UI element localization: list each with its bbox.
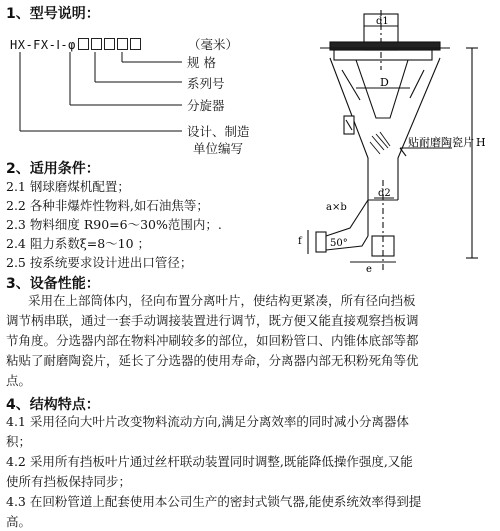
structure-line: 4.2 采用所有挡板叶片通过丝杆联动装置同时调整,既能降低操作强度,又能: [6, 454, 413, 469]
label-spec: 规 格: [187, 55, 216, 70]
dim-d1: d1: [376, 16, 389, 27]
condition-item: 2.1 钢球磨煤机配置；: [6, 179, 130, 194]
structure-line: 使所有挡板保持同步；: [6, 474, 132, 489]
ceramic-label: 贴耐磨陶瓷片: [408, 136, 474, 149]
dim-angle: 50°: [330, 238, 348, 249]
section1-title: 1、型号说明：: [6, 6, 100, 22]
section2-title: 2、适用条件：: [6, 161, 100, 177]
structure-line: 高。: [6, 514, 32, 529]
dim-H: H: [476, 136, 486, 149]
separator-drawing: [290, 0, 500, 275]
label-separator: 分旋器: [187, 98, 225, 113]
section3-title: 3、设备性能：: [6, 276, 100, 292]
dim-axb: a×b: [326, 202, 347, 213]
performance-line: 点。: [6, 373, 32, 388]
label-designer: 设计、制造: [187, 124, 250, 139]
performance-line: 粘贴了耐磨陶瓷片，延长了分选器的使用寿命，分离器内部无积粉死角等优: [6, 353, 419, 368]
condition-item: 2.2 各种非爆炸性物料,如石油焦等；: [6, 198, 209, 213]
condition-item: 2.4 阻力系数ξ=8～10 ；: [6, 236, 151, 251]
condition-item: 2.5 按系统要求设计进出口管径；: [6, 255, 193, 270]
condition-item: 2.3 物料细度 R90=6～30%范围内；.: [6, 217, 222, 232]
unit-label: （毫米）: [188, 37, 239, 52]
structure-line: 积；: [6, 434, 32, 449]
performance-line: 节角度。分选器内部在物料冲刷较多的部位，如回粉管口、内锥体底部等都: [6, 333, 419, 348]
model-code-prefix: HX-FX-Ⅰ-φ: [10, 38, 76, 52]
model-code-leader-lines: [0, 0, 190, 160]
structure-line: 4.3 在回粉管道上配套使用本公司生产的密封式锁气器,能使系统效率得到提: [6, 494, 422, 509]
label-series: 系列号: [187, 76, 225, 91]
dim-D: D: [380, 76, 389, 89]
performance-line: 调节柄串联，通过一套手动调接装置进行调节，既方便又能直接观察挡板调: [6, 313, 419, 328]
label-unit-code: 单位编写: [193, 141, 244, 156]
section4-title: 4、结构特点：: [6, 397, 100, 413]
performance-line: 采用在上部筒体内，径向布置分离叶片，使结构更紧凑，所有径向挡板: [28, 293, 416, 308]
structure-line: 4.1 采用径向大叶片改变物料流动方向,满足分离效率的同时减小分离器体: [6, 414, 409, 429]
dim-f: f: [298, 236, 302, 247]
dim-e: e: [366, 264, 372, 275]
dim-d2: d2: [378, 188, 391, 199]
